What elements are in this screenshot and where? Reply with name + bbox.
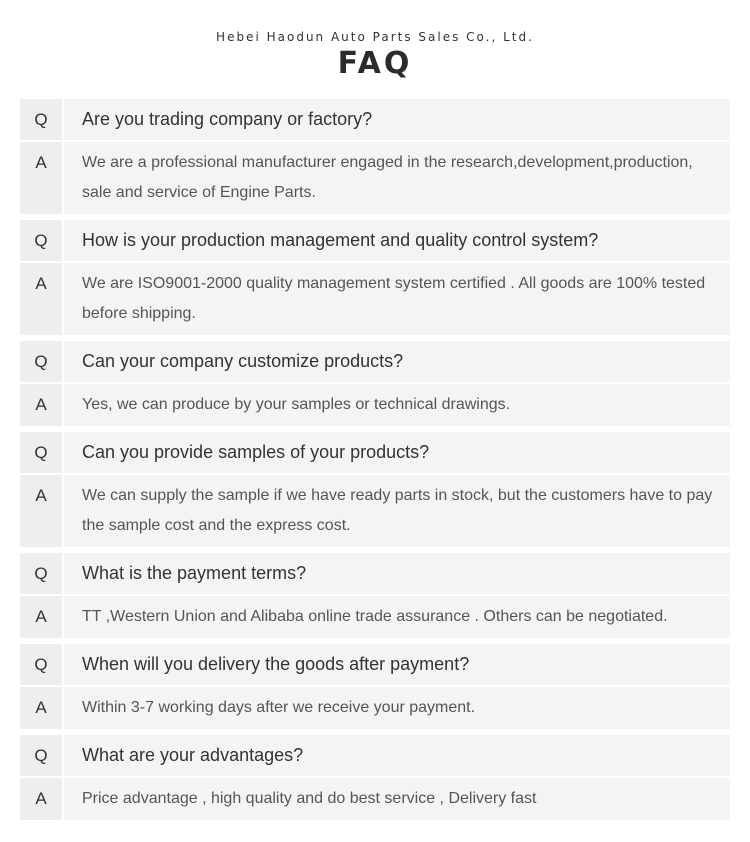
faq-answer-row — [20, 384, 730, 426]
faq-list — [20, 99, 730, 822]
answer-text: Within 3-7 working days after we receive your payment. — [64, 687, 730, 729]
answer-tag: A — [20, 142, 62, 214]
answer-text: Yes, we can produce by your samples or technical drawings. — [64, 384, 730, 426]
answer-text: TT ,Western Union and Alibaba online trade assurance . Others can be negotiated. — [64, 596, 730, 638]
answer-text: Price advantage , high quality and do best service , Delivery fast — [64, 778, 730, 820]
faq-answer-row — [20, 263, 730, 335]
answer-tag: A — [20, 596, 62, 638]
faq-answer-row — [20, 596, 730, 638]
faq-question-row — [20, 553, 730, 594]
faq-answer-row — [20, 687, 730, 729]
question-tag: Q — [20, 644, 62, 685]
answer-tag: A — [20, 778, 62, 820]
page-title: FAQ — [337, 46, 413, 81]
question-text: Can you provide samples of your products? — [64, 432, 730, 473]
faq-question-row — [20, 644, 730, 685]
faq-answer-row — [20, 475, 730, 547]
question-tag: Q — [20, 553, 62, 594]
faq-question-row — [20, 341, 730, 382]
answer-tag: A — [20, 263, 62, 335]
question-tag: Q — [20, 99, 62, 140]
question-text: What is the payment terms? — [64, 553, 730, 594]
question-tag: Q — [20, 220, 62, 261]
faq-question-row — [20, 220, 730, 261]
answer-tag: A — [20, 384, 62, 426]
question-text: Can your company customize products? — [64, 341, 730, 382]
faq-answer-row — [20, 778, 730, 820]
question-tag: Q — [20, 735, 62, 776]
question-text: How is your production management and quality control system? — [64, 220, 730, 261]
question-text: What are your advantages? — [64, 735, 730, 776]
faq-question-row — [20, 99, 730, 140]
question-tag: Q — [20, 341, 62, 382]
question-text: When will you delivery the goods after payment? — [64, 644, 730, 685]
faq-question-row — [20, 432, 730, 473]
answer-text: We are ISO9001-2000 quality management system certified . All goods are 100% tested before shipping. — [64, 263, 730, 335]
answer-tag: A — [20, 475, 62, 547]
answer-text: We are a professional manufacturer engaged in the research,development,production, sale and service of Engine Parts. — [64, 142, 730, 214]
question-tag: Q — [20, 432, 62, 473]
faq-question-row — [20, 735, 730, 776]
company-name: Hebei Haodun Auto Parts Sales Co., Ltd. — [216, 30, 534, 44]
answer-tag: A — [20, 687, 62, 729]
answer-text: We can supply the sample if we have ready parts in stock, but the customers have to pay the sample cost and the express cost. — [64, 475, 730, 547]
question-text: Are you trading company or factory? — [64, 99, 730, 140]
faq-answer-row — [20, 142, 730, 214]
